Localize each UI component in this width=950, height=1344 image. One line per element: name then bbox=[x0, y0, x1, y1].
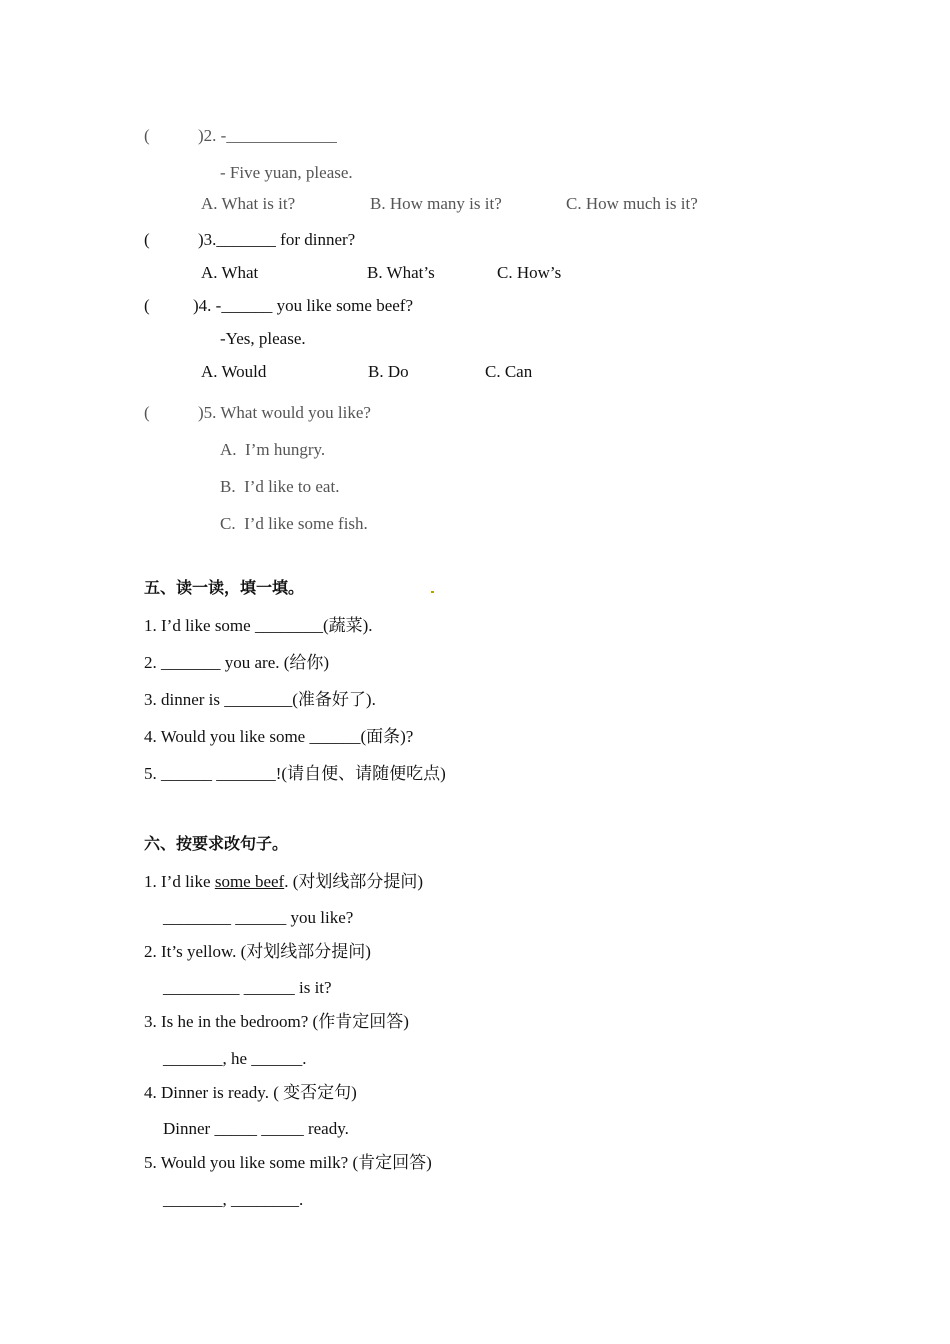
q5-stem: )5. What would you like? bbox=[198, 403, 371, 422]
section6-item-1-answer: ________ ______ you like? bbox=[163, 908, 354, 927]
q4-paren-open: ( bbox=[144, 296, 150, 315]
stray-mark bbox=[431, 591, 434, 593]
q2-answer: - Five yuan, please. bbox=[220, 163, 353, 182]
section6-item-4-answer: Dinner _____ _____ ready. bbox=[163, 1119, 349, 1138]
q5-option-a: A. I’m hungry. bbox=[220, 440, 326, 459]
section6-item-2-answer: _________ ______ is it? bbox=[163, 978, 332, 997]
section6-item-3-answer: _______, he ______. bbox=[163, 1049, 307, 1068]
section6-item-2: 2. It’s yellow. (对划线部分提问) bbox=[144, 942, 371, 961]
section6-title: 六、按要求改句子。 bbox=[144, 834, 289, 853]
section5-item-3: 3. dinner is ________(准备好了). bbox=[144, 690, 376, 709]
q4-stem: )4. -______ you like some beef? bbox=[193, 296, 413, 315]
section6-item-4: 4. Dinner is ready. ( 变否定句) bbox=[144, 1083, 357, 1102]
section6-item-5: 5. Would you like some milk? (肯定回答) bbox=[144, 1153, 432, 1172]
q2-option-a: A. What is it? bbox=[201, 194, 296, 213]
section6-item-1-underlined: some beef bbox=[214, 872, 285, 891]
q4-option-a: A. Would bbox=[201, 362, 267, 381]
section5-title: 五、读一读，填一填。 bbox=[144, 578, 305, 597]
q3-stem: )3._______ for dinner? bbox=[198, 230, 356, 249]
section6-item-1 bbox=[144, 872, 423, 892]
q2-option-c: C. How much is it? bbox=[566, 194, 698, 213]
q4-answer: -Yes, please. bbox=[220, 329, 306, 348]
section6-item-5-answer: _______, ________. bbox=[163, 1190, 304, 1209]
q2-paren-open: ( bbox=[144, 126, 150, 145]
section5-item-4: 4. Would you like some ______(面条)? bbox=[144, 727, 414, 746]
q5-option-b: B. I’d like to eat. bbox=[220, 477, 340, 496]
section6-item-1-prefix: 1. I’d like bbox=[144, 872, 215, 891]
q2-option-b: B. How many is it? bbox=[370, 194, 502, 213]
section5-item-5: 5. ______ _______!(请自便、请随便吃点) bbox=[144, 764, 446, 783]
q3-paren-open: ( bbox=[144, 230, 150, 249]
section6-item-1-suffix: . (对划线部分提问) bbox=[284, 872, 424, 891]
q3-option-c: C. How’s bbox=[497, 263, 562, 282]
q3-option-a: A. What bbox=[201, 263, 259, 282]
section5-item-2: 2. _______ you are. (给你) bbox=[144, 653, 330, 672]
section6-item-3: 3. Is he in the bedroom? (作肯定回答) bbox=[144, 1012, 409, 1031]
q3-option-b: B. What’s bbox=[367, 263, 435, 282]
q5-option-c: C. I’d like some fish. bbox=[220, 514, 368, 533]
q5-paren-open: ( bbox=[144, 403, 150, 422]
q2-stem: )2. -_____________ bbox=[198, 126, 337, 145]
q4-option-c: C. Can bbox=[485, 362, 533, 381]
q4-option-b: B. Do bbox=[368, 362, 409, 381]
section5-item-1: 1. I’d like some ________(蔬菜). bbox=[144, 616, 373, 635]
